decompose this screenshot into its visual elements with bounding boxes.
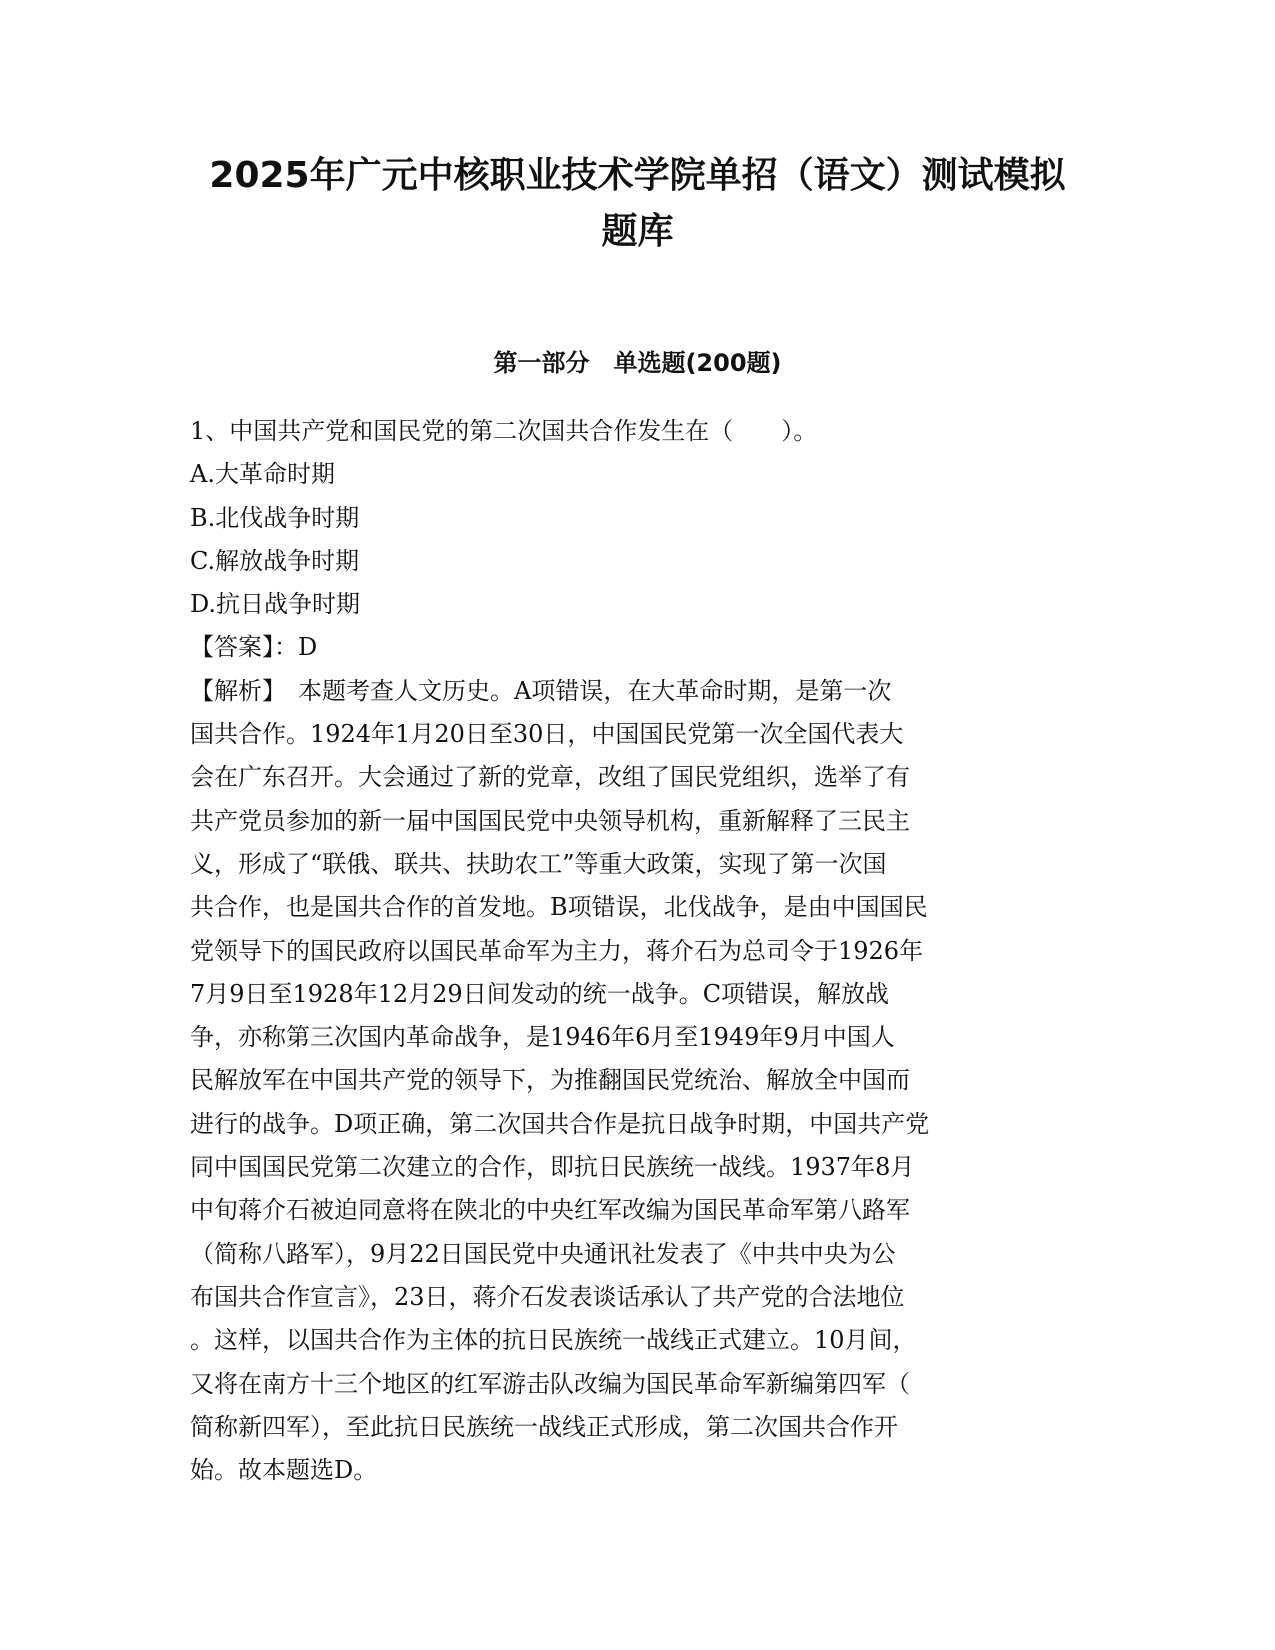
explanation-line: 进行的战争。D项正确，第二次国共合作是抗日战争时期，中国共产党	[190, 1109, 930, 1138]
document-title-line-1: 2025年广元中核职业技术学院单招（语文）测试模拟	[209, 155, 1066, 196]
explanation-line: 党领导下的国民政府以国民革命军为主力，蒋介石为总司令于1926年	[190, 936, 924, 965]
explanation-line: 布国共合作宣言》，23日，蒋介石发表谈话承认了共产党的合法地位	[190, 1282, 905, 1311]
explanation-line: 义，形成了“联俄、联共、扶助农工”等重大政策，实现了第一次国	[190, 849, 887, 878]
section-heading: 第一部分 单选题(200题)	[493, 349, 782, 377]
explanation-line: 会在广东召开。大会通过了新的党章，改组了国民党组织，选举了有	[190, 763, 910, 792]
explanation-line: 争，亦称第三次国内革命战争，是1946年6月至1949年9月中国人	[190, 1023, 895, 1052]
explanation-line: 中旬蒋介石被迫同意将在陕北的中央红军改编为国民革命军第八路军	[190, 1196, 910, 1225]
option-b: B.北伐战争时期	[190, 503, 360, 532]
explanation-line: 又将在南方十三个地区的红军游击队改编为国民革命军新编第四军（	[190, 1369, 910, 1398]
explanation-line: 共产党员参加的新一届中国国民党中央领导机构，重新解释了三民主	[190, 806, 910, 835]
explanation-line: 国共合作。1924年1月20日至30日，中国国民党第一次全国代表大	[190, 720, 904, 749]
answer-line: 【答案】：D	[190, 633, 318, 662]
option-a: A.大革命时期	[190, 460, 335, 489]
option-d: D.抗日战争时期	[190, 590, 361, 619]
explanation-line: 同中国国民党第二次建立的合作，即抗日民族统一战线。1937年8月	[190, 1153, 915, 1182]
question-stem: 1、中国共产党和国民党的第二次国共合作发生在（ ）。	[190, 417, 818, 445]
explanation-line: 7月9日至1928年12月29日间发动的统一战争。C项错误，解放战	[190, 979, 890, 1008]
explanation-line: 。这样，以国共合作为主体的抗日民族统一战线正式建立。10月间，	[190, 1326, 917, 1355]
explanation-line: 民解放军在中国共产党的领导下，为推翻国民党统治、解放全中国而	[190, 1066, 910, 1095]
explanation-line: 【解析】 本题考查人文历史。A项错误，在大革命时期，是第一次	[190, 676, 892, 705]
question-block	[190, 410, 1080, 1492]
document-title	[150, 148, 1125, 260]
explanation-line: （简称八路军），9月22日国民党中央通讯社发表了《中共中央为公	[190, 1239, 896, 1268]
document-title-line-2: 题库	[601, 211, 674, 252]
explanation-line: 简称新四军），至此抗日民族统一战线正式形成，第二次国共合作开	[190, 1412, 898, 1441]
explanation	[190, 670, 1080, 1493]
explanation-line: 共合作，也是国共合作的首发地。B项错误，北伐战争，是由中国国民	[190, 893, 928, 922]
explanation-line: 始。故本题选D。	[190, 1456, 378, 1485]
option-c: C.解放战争时期	[190, 546, 360, 575]
